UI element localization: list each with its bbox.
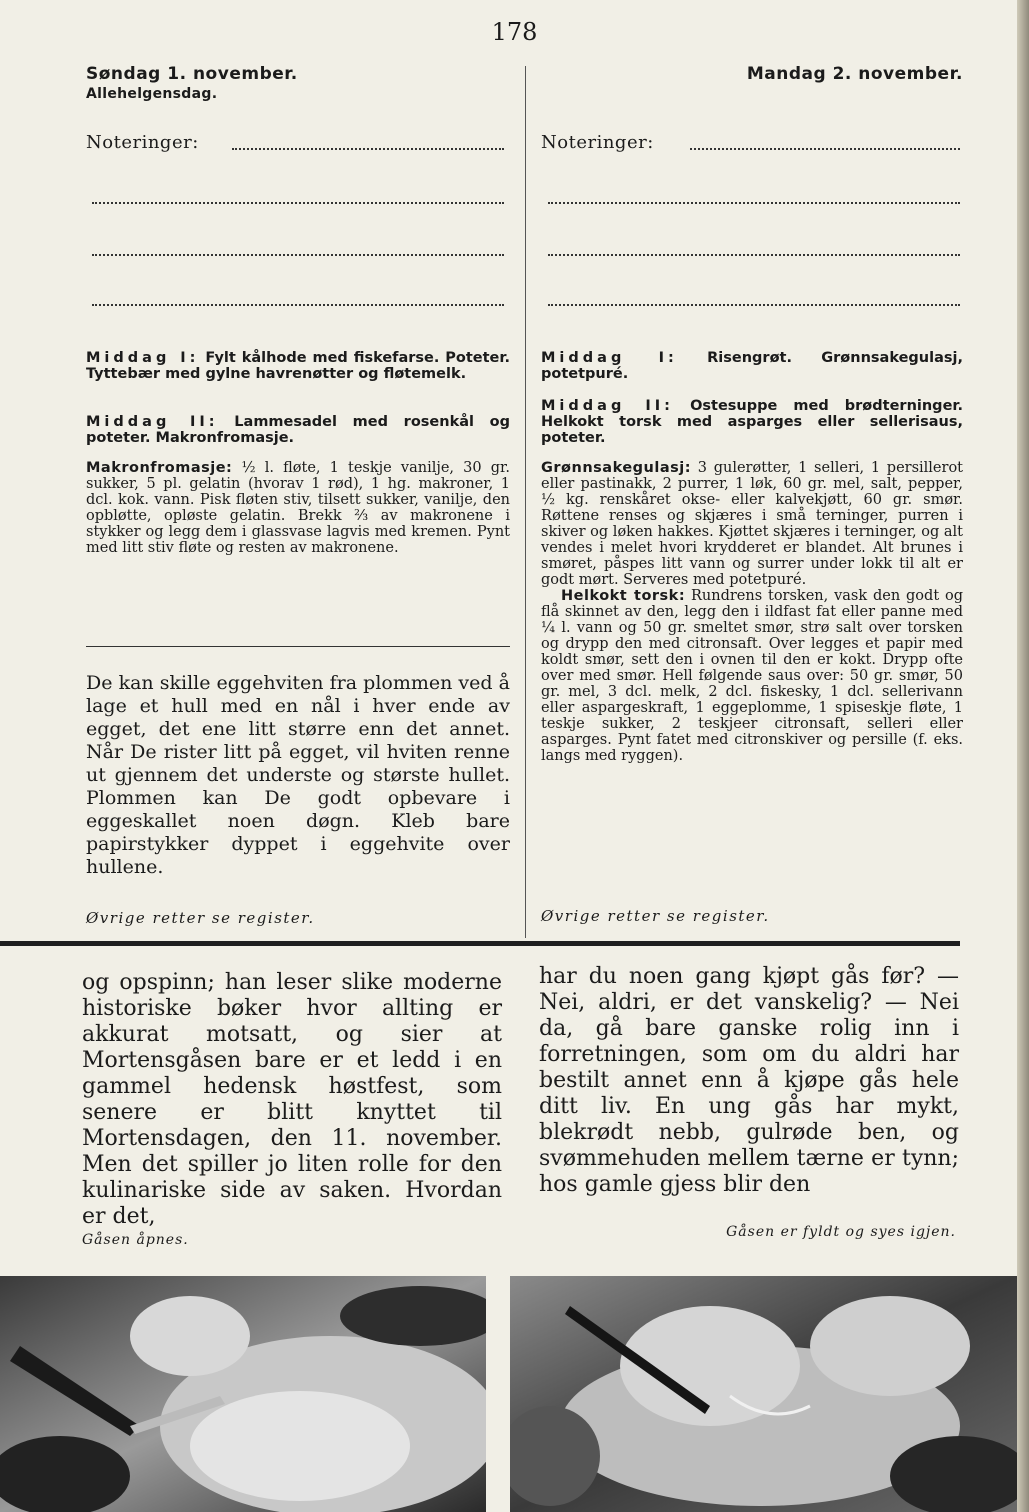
right-notes-line-4 bbox=[548, 304, 960, 306]
right-dinner-2-head: Middag II: bbox=[541, 398, 674, 414]
bottom-right-text: har du noen gang kjøpt gås før? — Nei, aldri, er det vanskelig? — Nei da, gå bare ganske rolig inn i forretningen, som om du aldri har bestilt annet enn å kjøpe gås hele ditt liv. En ung gås har mykt, blekrødt nebb, gulrøde ben, og svømmehuden mellem tærne er tynn; hos gamle gjess blir den bbox=[539, 964, 959, 1197]
right-other-dishes: Øvrige retter se register. bbox=[541, 907, 770, 925]
photo-goose-opened bbox=[0, 1276, 486, 1512]
left-notes-label: Noteringer: bbox=[86, 132, 199, 153]
left-dinner-1-text: Fylt kålhode med fiskefarse. Poteter. Tyttebær med gylne havrenøtter og fløtemelk. bbox=[86, 350, 510, 382]
right-dinner-1 bbox=[541, 350, 963, 382]
right-notes-label: Noteringer: bbox=[541, 132, 654, 153]
photo-goose-stuffed-sewn bbox=[510, 1276, 1017, 1512]
right-notes-line-2 bbox=[548, 202, 960, 204]
left-day-title: Søndag 1. november. bbox=[86, 64, 298, 84]
photo-goose-stuffed-sewn-image bbox=[510, 1276, 1017, 1512]
right-dinner-2 bbox=[541, 398, 963, 446]
left-dinner-2-head: Middag II: bbox=[86, 414, 219, 430]
right-day-title: Mandag 2. november. bbox=[746, 64, 963, 84]
right-recipe-1-text: 3 gulerøtter, 1 selleri, 1 persillerot eller pastinakk, 2 purrer, 1 løk, 60 gr. mel, salt, pepper, ½ kg. renskåret okse- eller kalvekjøtt, 60 gr. smør. Røttene renses og skjæres i små terninger, purren i skiver og løken hakkes. Kjøttet skjæres i terninger, og alt vendes i melet hvori krydderet er blandet. Alt brunes i smøret, påspes litt vann og surrer under lokk til alt er godt mørt. Serveres med potetpuré. bbox=[541, 460, 964, 588]
right-day-header bbox=[541, 64, 963, 84]
right-recipe-2-text: Rundrens torsken, vask den godt og flå skinnet av den, legg den i ildfast fat eller panne med ¼ l. vann og 50 gr. smeltet smør, strø salt over torsken og drypp den med citronsaft. Over legges et papir med koldt smør, sett den i ovnen til den er kokt. Drypp ofte over med smør. Hell følgende saus over: 50 gr. smør, 50 gr. mel, 3 dcl. melk, 2 dcl. fiskesky, 1 dcl. sellerivann eller aspargeskraft, 1 eggeplomme, 1 spiseskje fløte, 1 teskje sukker, 2 teskjeer citronsaft, selleri eller asparges. Pynt fatet med citronskiver og persille (f. eks. langs med ryggen). bbox=[541, 588, 964, 764]
left-notes-line-2 bbox=[92, 202, 504, 204]
right-dinner-1-text: Risengrøt. Grønnsakegulasj, potetpuré. bbox=[541, 350, 963, 382]
right-recipe-1-head: Grønnsakegulasj: bbox=[541, 460, 692, 476]
left-tip: De kan skille eggehviten fra plommen ved å lage et hull med en nål i hver ende av egget, det ene litt større enn det annet. Når De rister litt på egget, vil hviten renne ut gjennem det underste og største hullet. Plommen kan De godt opbevare i eggeskallet noen døgn. Kleb bare papirstykker dyppet i eggehvite over hullene. bbox=[86, 672, 510, 878]
right-dinner-1-head: Middag I: bbox=[541, 350, 678, 366]
caption-left: Gåsen åpnes. bbox=[82, 1232, 189, 1248]
left-notes-line-1 bbox=[232, 148, 504, 150]
column-divider bbox=[525, 66, 526, 938]
photo-goose-opened-image bbox=[0, 1276, 486, 1512]
caption-right: Gåsen er fyldt og syes igjen. bbox=[726, 1224, 956, 1240]
left-day-header bbox=[86, 64, 510, 102]
page-number: 178 bbox=[491, 18, 538, 46]
left-recipe-head: Makronfromasje: bbox=[86, 460, 233, 476]
left-notes-line-4 bbox=[92, 304, 504, 306]
right-recipe-2-head: Helkokt torsk: bbox=[561, 588, 686, 604]
left-notes-line-3 bbox=[92, 254, 504, 256]
left-day-subtitle: Allehelgensdag. bbox=[86, 86, 218, 102]
bottom-left-text: og opspinn; han leser slike moderne historiske bøker hvor allting er akkurat motsatt, og sier at Mortensgåsen bare er et ledd i en gammel hedensk høstfest, som senere er blitt knyttet til Mortensdagen, den 11. november. Men det spiller jo liten rolle for den kulinariske side av saken. Hvordan er det, bbox=[82, 970, 502, 1229]
section-separator bbox=[0, 941, 960, 946]
left-other-dishes: Øvrige retter se register. bbox=[86, 909, 315, 927]
left-dinner-1-head: Middag I: bbox=[86, 350, 200, 366]
right-notes-line-3 bbox=[548, 254, 960, 256]
right-dinner-2-text: Ostesuppe med brødterninger. Helkokt torsk med asparges eller sellerisaus, poteter. bbox=[541, 398, 963, 446]
left-section-rule bbox=[86, 646, 510, 647]
left-dinner-2 bbox=[86, 414, 510, 446]
page-edge bbox=[1017, 0, 1029, 1512]
left-dinner-2-text: Lammesadel med rosenkål og poteter. Makronfromasje. bbox=[86, 414, 510, 446]
right-notes-line-1 bbox=[690, 148, 960, 150]
left-recipe bbox=[86, 460, 510, 556]
left-dinner-1 bbox=[86, 350, 510, 382]
right-recipe-1 bbox=[541, 460, 963, 764]
left-recipe-text: ½ l. fløte, 1 teskje vanilje, 30 gr. sukker, 5 pl. gelatin (hvorav 1 rød), 1 hg. makroner, 1 dcl. kok. vann. Pisk fløten stiv, tilsett sukker, vanilje, den opbløtte, opløste gelatin. Brekk ⅔ av makronene i stykker og legg dem i glassvase lagvis med kremen. Pynt med litt stiv fløte og resten av makronene. bbox=[86, 460, 510, 556]
